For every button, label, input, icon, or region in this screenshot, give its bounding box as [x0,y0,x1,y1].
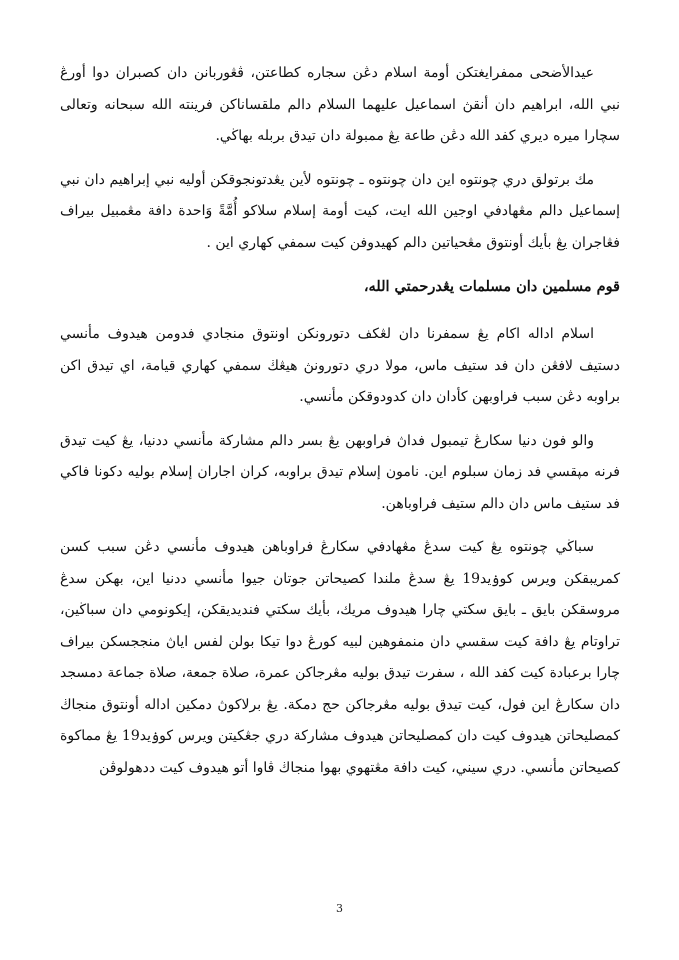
section-heading: قوم مسلمين دان مسلمات يڠدرحمتي الله، [363,278,620,295]
page-number: 3 [336,902,343,915]
paragraph-covid-example: سباڬي چونتوه يڠ كيت سدڠ مڠهادفي سكارڠ فراوباهن هيدوف مأنسي دڠن سبب كسن كمريبقكن ويرس كوۏيد19 يڠ سدڠ ملندا كصيحاتن جوتان جيوا مأنسي ددنيا اين، بهكن سدڠ مروسقكن بايق ـ بايق سكتي چارا هيدوف مريك، بأيك سكتي فنديديقكن، إيكونومي دان سباڬين، تراوتام يڠ دافة كيت سقسي دان منمفوهين لبيه كورڠ دوا تيكا بولن لفس اياڽ منججسكن بيراف چارا برعبادة كيت كفد الله ، سفرت تيدق بوليه مڠرجاكن عمرة، صلاة جمعة، صلاة جماعة دمسجد دان سكارڠ اين فول، كيت تيدق بوليه مڠرجاكن حج دمكة. يڠ برلاكوڽ دمكين اداله أونتوق منجاڬ كمصليحاتن هيدوف كيت دان كمصليحاتن هيدوف مشاركة دري جڠكيتن ويرس كوۏيد19 يڠ مماكوة كصيحاتن مأنسي. دري سيني، كيت دافة مڠتهوي بهوا منجاڬ ڤاوا أتو هيدوف كيت ددهولوڤن [60,539,620,776]
paragraph-lessons: مك برتولق دري چونتوه اين دان چونتوه ـ چونتوه لأين يڠدتونجوقكن أوليه نبي إبراهيم دان نبي إسماعيل دالم مڠهادفي اوجين الله ايت، كيت أومة إسلام سلاكو أُمَّةً وَاحدة دافة مڠمبيل بيراف فڠاجران يڠ بأيك أونتوق مڠحياتين دالم كهيدوفن كيت سمفي كهاري اين . [60,171,620,251]
document-page [60,58,620,796]
paragraph-world-changes: والو فون دنيا سكارڠ تيمبول فداڽ فراوبهن يڠ بسر دالم مشاركة مأنسي ددنيا، يڠ كيت تيدق فرنه مڽقسي فد زمان سبلوم اين. نامون إسلام تيدق براوبه، كران اجاران إسلام بوليه دكونا فاكي فد ستيف ماس دان دالم ستيف فراوباهن. [60,432,620,512]
paragraph-islam-complete: اسلام اداله اكام يڠ سمفرنا دان لڠكف دتورونكن اونتوق منجادي فدومن هيدوف مأنسي دستيف لافڠن دان فد ستيف ماس، مولا دري دتورونڽ هيڠڬ سمفي كهاري قيامة، اي تيدق اكن براوبه دڠن سبب فراوبهن كأدان دان كدودوقكن مأنسي. [60,326,620,405]
paragraph-eid-intro: عيدالأضحى ممفرايغتكن أومة اسلام دڠن سجاره كطاعتن، ڤڠوربانن دان كصبران دوا أورڠ نبي الله، ابراهيم دان أنقڽ اسماعيل عليهما السلام دالم ملقساناكن فرينته الله سبحانه وتعالى سچارا ميره ديري كفد الله دڠن طاعة يڠ ممبولة دان تيدق بربله بهاڬي. [60,65,620,144]
